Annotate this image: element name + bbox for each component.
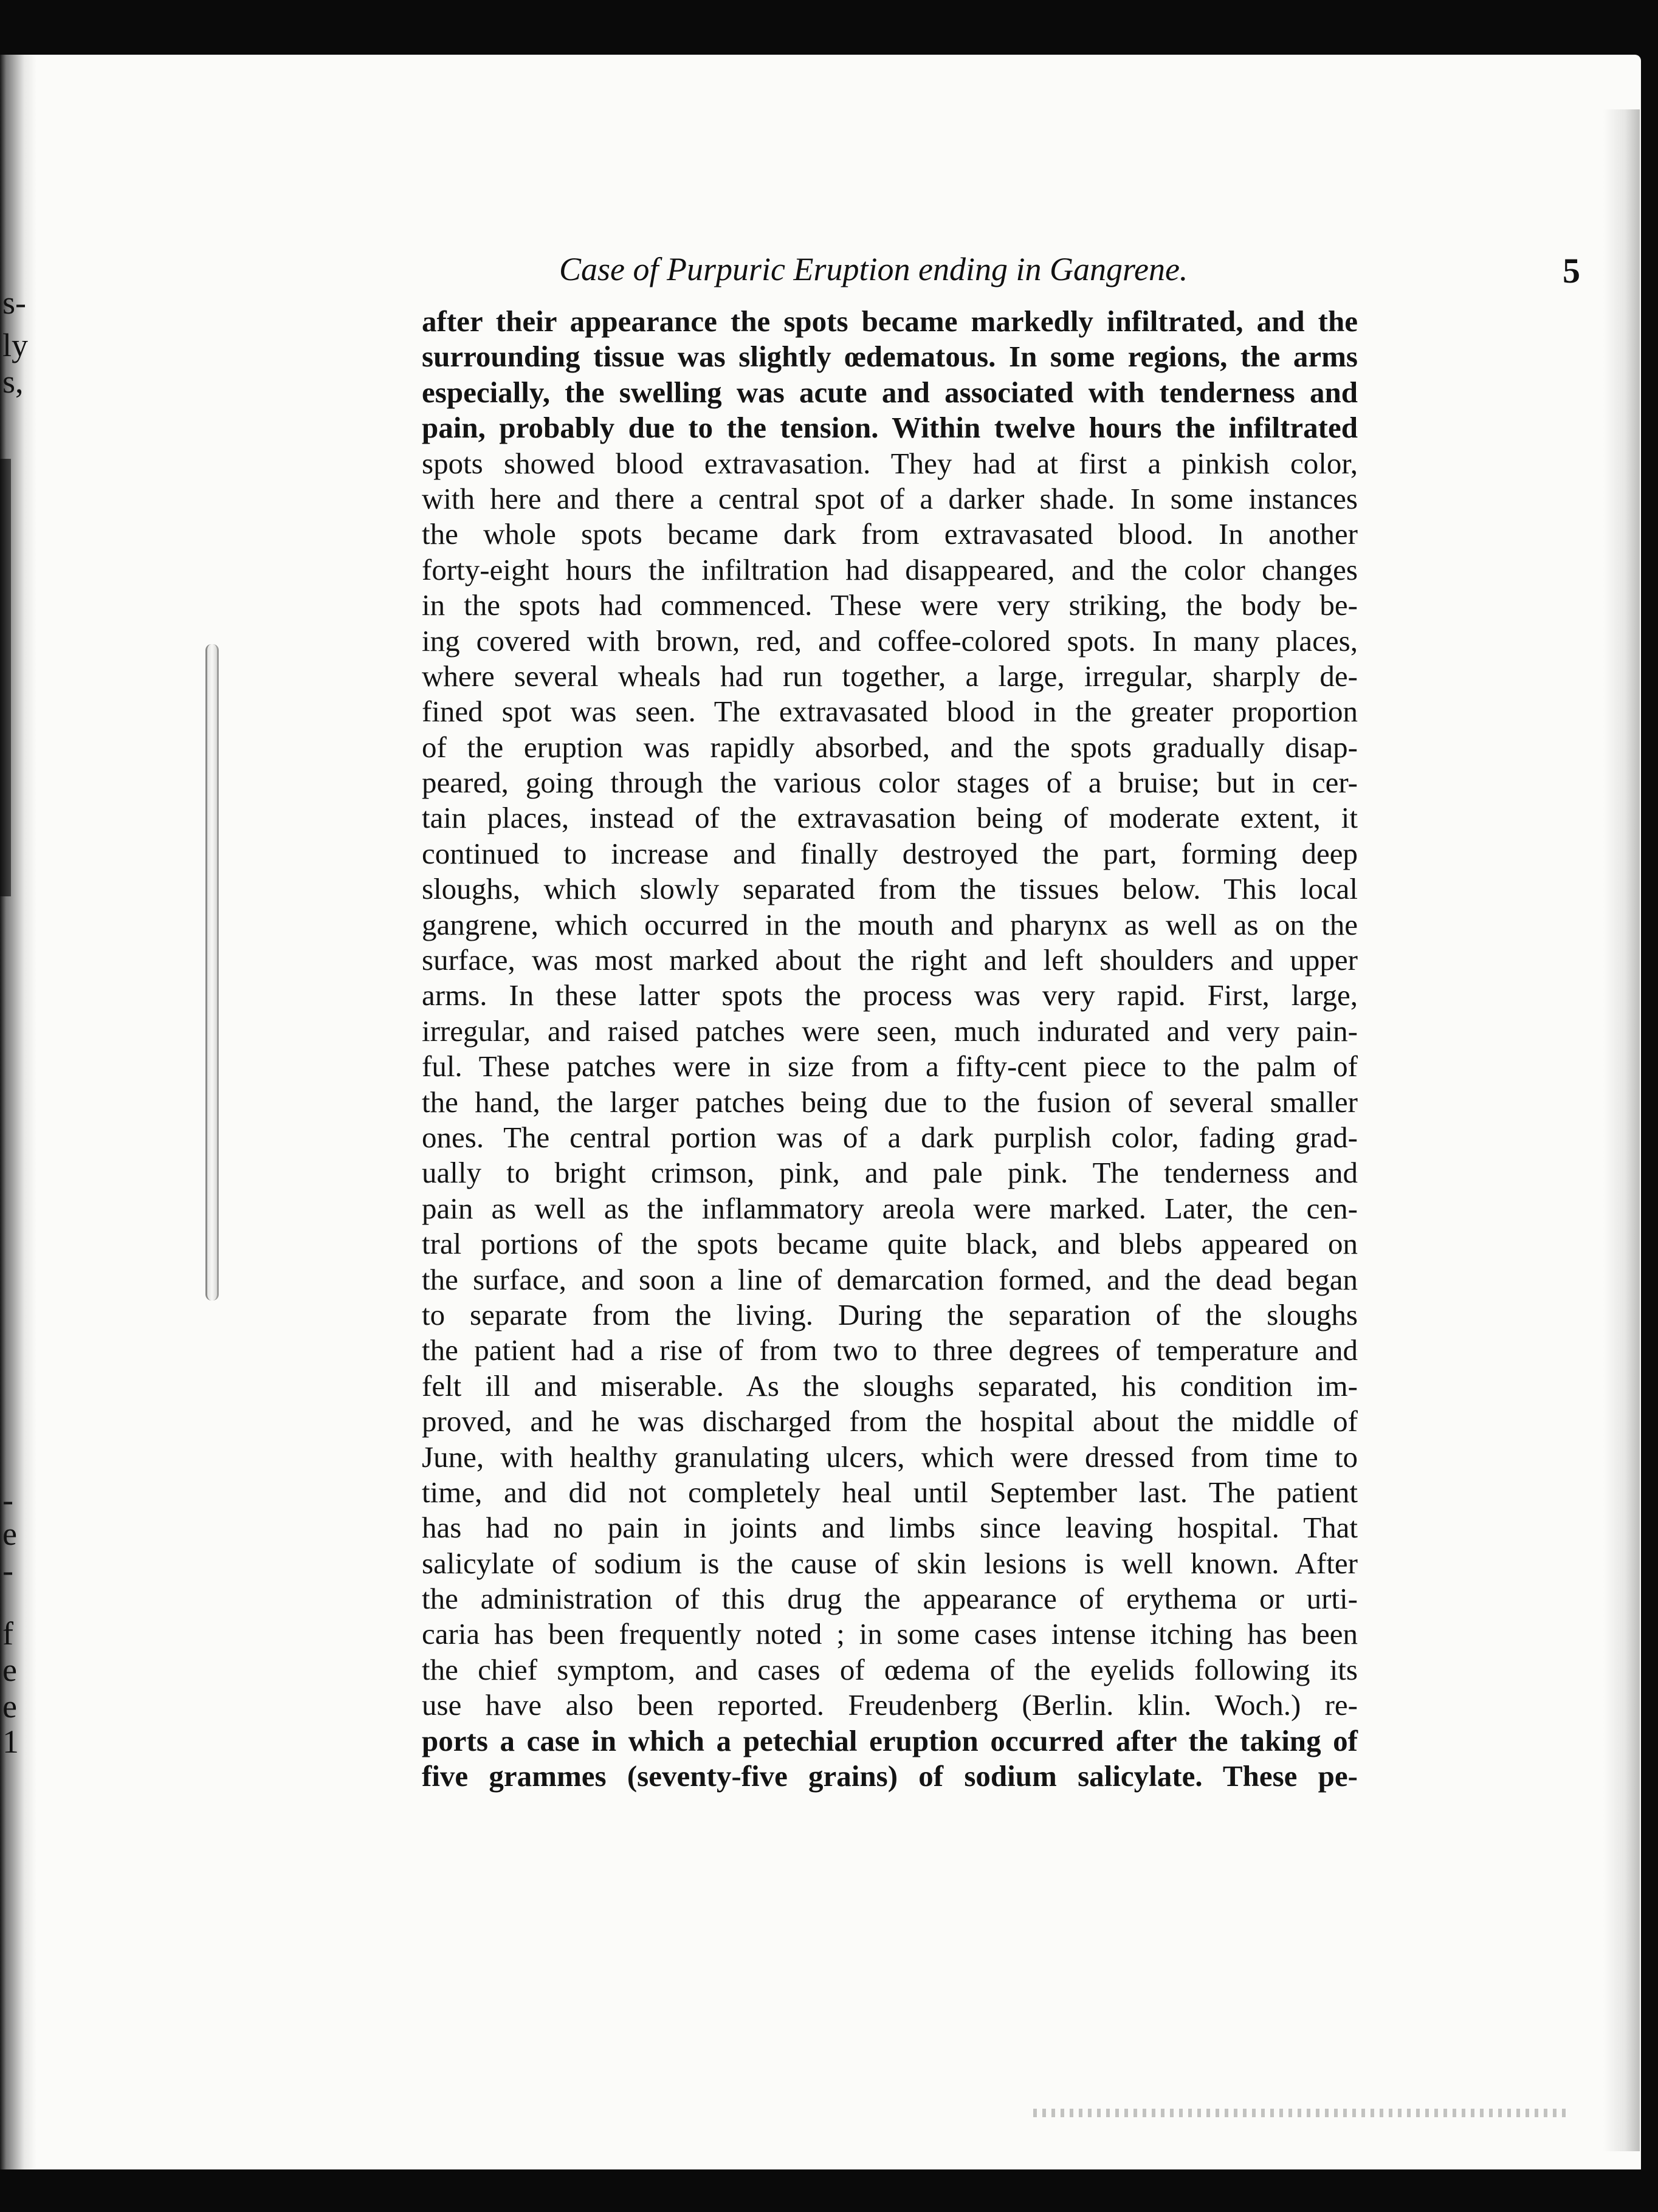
text-line: with here and there a central spot of a darker shade. In some instances (422, 481, 1358, 515)
text-line: in the spots had commenced. These were very striking, the body be- (422, 588, 1358, 622)
text-line: after their appearance the spots became markedly infiltrated, and the (422, 304, 1358, 338)
text-line: salicylate of sodium is the cause of skin lesions is well known. After (422, 1546, 1358, 1580)
text-line: tain places, instead of the extravasation being of moderate extent, it (422, 801, 1358, 835)
scan-artifact (1033, 2109, 1568, 2117)
text-line: has had no pain in joints and limbs since leaving hospital. That (422, 1511, 1358, 1545)
facing-page-fragment: s, (2, 363, 24, 400)
facing-page-fragment: s- (2, 284, 26, 321)
facing-page-fragment: f (2, 1615, 13, 1652)
text-line: fined spot was seen. The extravasated blood in the greater proportion (422, 695, 1358, 729)
facing-page-fragment: e (2, 1688, 17, 1725)
text-line: June, with healthy granulating ulcers, which were dressed from time to (422, 1440, 1358, 1474)
text-line: surface, was most marked about the right and left shoulders and upper (422, 943, 1358, 977)
page-edge-shadow (1603, 109, 1640, 2151)
text-line: gangrene, which occurred in the mouth and pharynx as well as on the (422, 907, 1358, 941)
text-line: five grammes (seventy-five grains) of sodium salicylate. These pe- (422, 1759, 1358, 1793)
text-line: arms. In these latter spots the process was very rapid. First, large, (422, 978, 1358, 1012)
text-line: surrounding tissue was slightly œdematous. In some regions, the arms (422, 340, 1358, 374)
text-line: peared, going through the various color stages of a bruise; but in cer- (422, 766, 1358, 800)
text-line: forty-eight hours the infiltration had disappeared, and the color changes (422, 552, 1358, 586)
facing-page-fragment: - (2, 1552, 13, 1589)
text-line: continued to increase and finally destroyed the part, forming deep (422, 836, 1358, 870)
text-line: the chief symptom, and cases of œdema of the eyelids following its (422, 1652, 1358, 1686)
text-line: pain as well as the inflammatory areola were marked. Later, the cen- (422, 1191, 1358, 1225)
text-line: felt ill and miserable. As the sloughs separated, his condition im- (422, 1369, 1358, 1403)
text-line: ones. The central portion was of a dark purplish color, fading grad- (422, 1120, 1358, 1154)
text-line: spots showed blood extravasation. They had at first a pinkish color, (422, 446, 1358, 480)
page-number: 5 (1563, 251, 1580, 290)
facing-page-fragment: ly (2, 327, 29, 363)
text-line: caria has been frequently noted ; in some cases intense itching has been (422, 1617, 1358, 1651)
facing-page-fragment: - (2, 1482, 13, 1518)
text-line: time, and did not completely heal until September last. The patient (422, 1475, 1358, 1509)
running-head (559, 250, 1580, 293)
body-text (422, 304, 1358, 1794)
text-line: ing covered with brown, red, and coffee-colored spots. In many places, (422, 623, 1358, 658)
text-line: tral portions of the spots became quite black, and blebs appeared on (422, 1227, 1358, 1261)
text-line: to separate from the living. During the separation of the sloughs (422, 1297, 1358, 1331)
text-line: proved, and he was discharged from the hospital about the middle of (422, 1404, 1358, 1438)
text-line: the whole spots became dark from extravasated blood. In another (422, 517, 1358, 551)
text-line: of the eruption was rapidly absorbed, and the spots gradually disap- (422, 730, 1358, 764)
text-line: ful. These patches were in size from a fifty-cent piece to the palm of (422, 1049, 1358, 1084)
facing-page-fragment: e (2, 1652, 17, 1688)
facing-page-fragment: e (2, 1516, 17, 1552)
text-line: ually to bright crimson, pink, and pale pink. The tenderness and (422, 1156, 1358, 1190)
text-line: ports a case in which a petechial eruption occurred after the taking of (422, 1723, 1358, 1757)
text-line: the patient had a rise of from two to three degrees of temperature and (422, 1333, 1358, 1367)
paper-fold-crease (205, 644, 219, 1300)
facing-page-illustration-edge (0, 459, 11, 896)
text-line: the administration of this drug the appearance of erythema or urti- (422, 1582, 1358, 1616)
text-line: the hand, the larger patches being due to the fusion of several smaller (422, 1085, 1358, 1119)
text-line: pain, probably due to the tension. Within twelve hours the infiltrated (422, 411, 1358, 445)
text-line: sloughs, which slowly separated from the tissues below. This local (422, 872, 1358, 906)
text-line: the surface, and soon a line of demarcation formed, and the dead began (422, 1262, 1358, 1296)
text-line: use have also been reported. Freudenberg (Berlin. klin. Woch.) re- (422, 1688, 1358, 1722)
facing-page-fragment: 1 (2, 1723, 19, 1760)
running-title: Case of Purpuric Eruption ending in Gangrene. (559, 251, 1188, 287)
text-line: especially, the swelling was acute and associated with tenderness and (422, 375, 1358, 409)
text-line: irregular, and raised patches were seen, much indurated and very pain- (422, 1014, 1358, 1048)
text-line: where several wheals had run together, a large, irregular, sharply de- (422, 659, 1358, 693)
